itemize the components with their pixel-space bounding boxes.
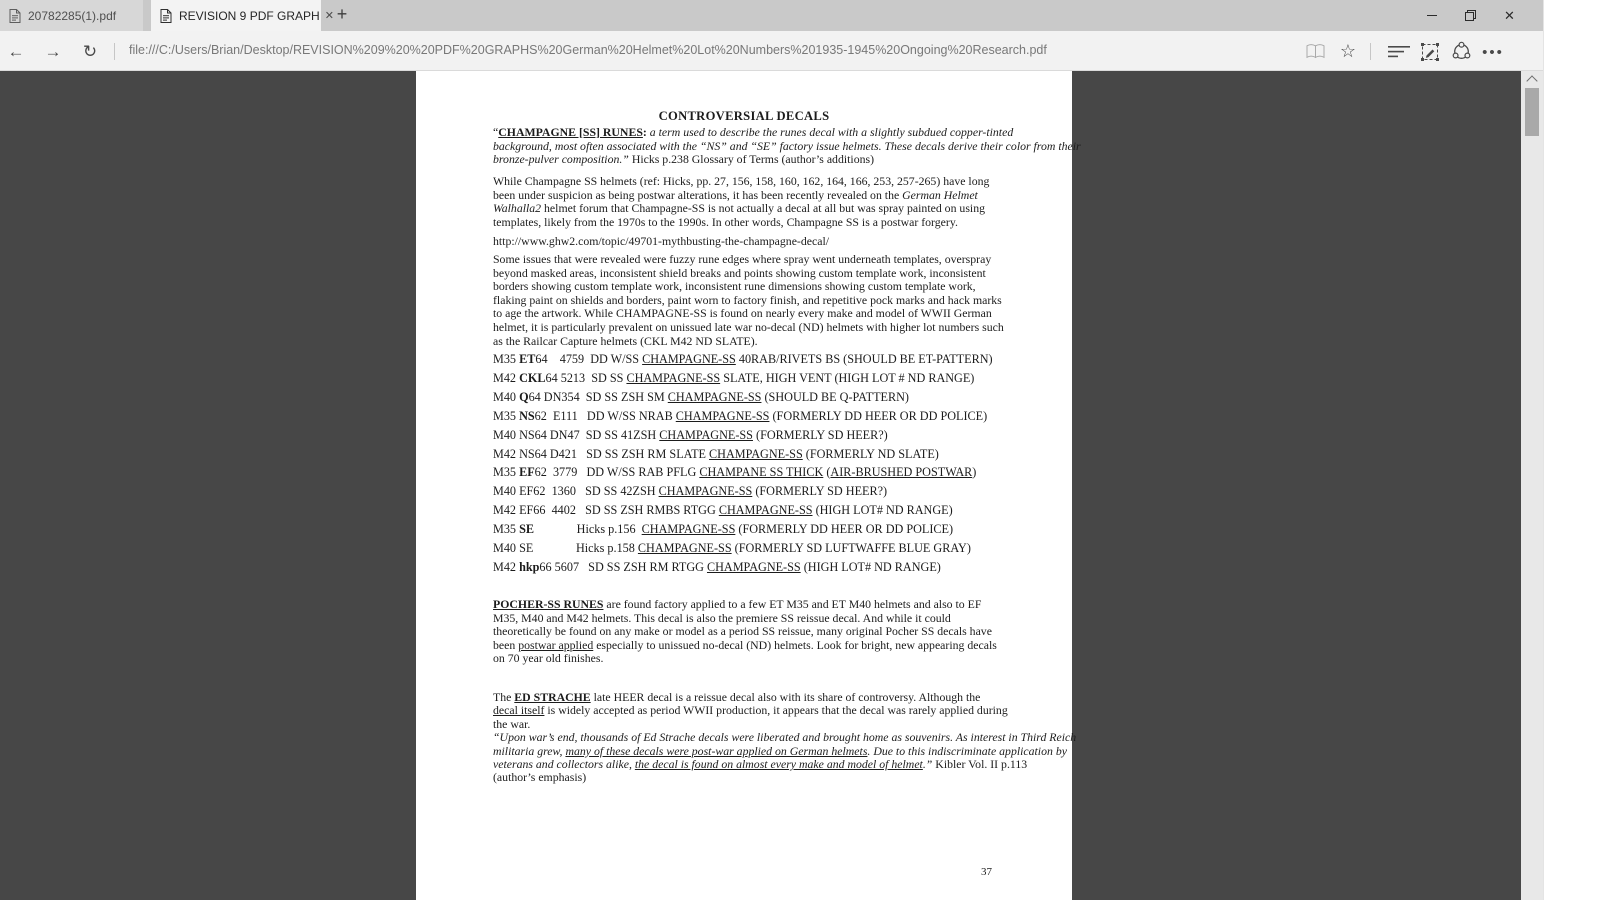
reading-view-icon[interactable] (1306, 44, 1325, 59)
window-controls (1412, 0, 1529, 31)
text-line: the war. (493, 716, 531, 731)
document-title: CONTROVERSIAL DECALS (658, 109, 830, 123)
text-line: M40 EF62 1360 SD SS 42ZSH CHAMPAGNE-SS (FORMERLY SD HEER?) (493, 484, 888, 499)
minimize-icon (1427, 15, 1437, 16)
text-line: M40 NS64 DN47 SD SS 41ZSH CHAMPAGNE-SS (FORMERLY SD HEER?) (493, 427, 888, 442)
text-line: M40 SE Hicks p.158 CHAMPAGNE-SS (FORMERLY SD LUFTWAFFE BLUE GRAY) (493, 541, 971, 556)
tab-20782285-pdf[interactable] (0, 0, 143, 31)
text-line: militaria grew, many of these decals were post-war applied on German helmets. Due to this indiscriminate application by (493, 743, 1067, 758)
pdf-file-icon (9, 9, 21, 23)
text-line: “Upon war’s end, thousands of Ed Strache decals were liberated and brought home as souvenirs. As interest in Third Reich (493, 730, 1077, 745)
text-line: (author’s emphasis) (493, 770, 587, 785)
toolbar-separator (1370, 43, 1371, 60)
text-line: borders showing custom template work, inconsistent rune dimensions showing custom template work, (493, 279, 976, 294)
pdf-page (416, 71, 1081, 900)
hub-icon[interactable] (1388, 46, 1411, 58)
close-icon: ✕ (1504, 8, 1515, 23)
paragraph-issues (493, 253, 1004, 348)
text-line: on 70 year old finishes. (493, 651, 604, 666)
pdf-viewer-background (0, 71, 1521, 900)
helmet-entry-list (493, 350, 993, 577)
browser-toolbar (0, 31, 1543, 71)
text-line: beyond masked areas, inconsistent shield breaks and points showing custom template work, inconsistent (493, 265, 986, 280)
refresh-button[interactable]: ↻ (82, 42, 98, 61)
link-line (493, 235, 829, 249)
scrollbar-thumb[interactable] (1525, 88, 1539, 136)
text-line: been under suspicion as being postwar alterations, it has been recently revealed on the German Helmet (493, 187, 978, 202)
pdf-scrollbar[interactable] (1521, 71, 1543, 900)
web-note-icon[interactable] (1421, 43, 1439, 61)
text-line: M35 SE Hicks p.156 CHAMPAGNE-SS (FORMERLY DD HEER OR DD POLICE) (493, 522, 954, 537)
pdf-file-icon (160, 9, 172, 23)
text-line: to age the artwork. While CHAMPAGNE-SS is found on nearly every make and model of WWII German (493, 306, 992, 321)
page-number: 37 (981, 866, 992, 878)
address-bar-separator (114, 43, 115, 60)
paragraph-pocher (493, 598, 997, 666)
text-line: M42 EF66 4402 SD SS ZSH RMBS RTGG CHAMPAGNE-SS (HIGH LOT# ND RANGE) (493, 503, 953, 518)
text-line: M35 ET64 4759 DD W/SS CHAMPAGNE-SS 40RAB/RIVETS BS (SHOULD BE ET-PATTERN) (493, 352, 993, 366)
text-line: flaking paint on shields and borders, paint worn to factory finish, and repetitive pock marks and hack marks (493, 292, 1002, 307)
text-line: The ED STRACHE late HEER decal is a reissue decal also with its share of controversy. Although the (493, 690, 981, 704)
text-line: http://www.ghw2.com/topic/49701-mythbusting-the-champagne-decal/ (493, 234, 830, 248)
tab-label: REVISION 9 PDF GRAPH (179, 8, 320, 23)
restore-button[interactable] (1451, 0, 1490, 31)
tab-close-icon[interactable]: ✕ (324, 10, 334, 22)
favorites-star-icon[interactable]: ☆ (1339, 40, 1357, 61)
text-line: M40 Q64 DN354 SD SS ZSH SM CHAMPAGNE-SS (SHOULD BE Q-PATTERN) (493, 389, 909, 404)
close-button[interactable] (1490, 0, 1529, 31)
text-line: decal itself is widely accepted as period WWII production, it appears that the decal was rarely applied during (493, 703, 1008, 718)
back-button[interactable]: ← (7, 42, 25, 61)
text-line: background, most often associated with the “NS” and “SE” factory issue helmets. These decals derive their color from their (493, 138, 1081, 153)
text-line: M35 EF62 3779 DD W/SS RAB PFLG CHAMPANE SS THICK (AIR-BRUSHED POSTWAR) (493, 465, 977, 480)
tab-bar (0, 0, 1543, 31)
text-line: M42 CKL64 5213 SD SS CHAMPAGNE-SS SLATE, HIGH VENT (HIGH LOT # ND RANGE) (493, 370, 975, 385)
desktop-strip (1543, 0, 1600, 900)
new-tab-button[interactable]: + (336, 4, 348, 24)
text-line: M42 hkp66 5607 SD SS ZSH RM RTGG CHAMPAGNE-SS (HIGH LOT# ND RANGE) (493, 559, 941, 574)
text-line: as the Railcar Capture helmets (CKL M42 ND SLATE). (493, 333, 758, 348)
text-line: “CHAMPAGNE [SS] RUNES: a term used to describe the runes decal with a slightly subdued copper-tinted (493, 125, 1014, 139)
scrollbar-up-arrow-icon[interactable] (1526, 75, 1537, 86)
paragraph-suspicion (493, 175, 989, 229)
text-line: theoretically be found on any make or model as a period SS reissue, many original Pocher SS decals have (493, 624, 992, 639)
paragraph-ed-strache (493, 691, 1076, 785)
restore-icon (1465, 10, 1476, 21)
text-line: M35 NS62 E111 DD W/SS NRAB CHAMPAGNE-SS (FORMERLY DD HEER OR DD POLICE) (493, 408, 988, 423)
paragraph-champagne-definition (493, 126, 1081, 167)
address-bar[interactable]: file:///C:/Users/Brian/Desktop/REVISION%209%20%20PDF%20GRAPHS%20German%20Helmet%20Lot%20Numbers%201935-1945%20Ongoing%20Research.pdf (129, 43, 1047, 57)
text-line: Walhalla2 helmet forum that Champagne-SS is not actually a decal at all but was spray painted on using (493, 201, 985, 216)
forward-button[interactable]: → (44, 42, 62, 61)
text-line: templates, likely from the 1970s to the 1990s. In other words, Champagne SS is a postwar forgery. (493, 214, 958, 229)
text-line: been postwar applied especially to unissued no-decal (ND) helmets. Look for bright, new appearing decals (493, 637, 997, 652)
text-line: M35, M40 and M42 helmets. This decal is also the premiere SS reissue decal. And while it could (493, 610, 951, 625)
text-line: veterans and collectors alike, the decal is found on almost every make and model of helmet.” Kibler Vol. II p.113 (493, 757, 1028, 772)
settings-ellipsis-icon[interactable]: ••• (1482, 43, 1504, 61)
tab-revision-9-pdf[interactable] (151, 0, 334, 31)
share-icon[interactable] (1452, 42, 1471, 61)
text-line: While Champagne SS helmets (ref: Hicks, pp. 27, 156, 158, 160, 162, 164, 166, 253, 257-265) have long (493, 174, 990, 188)
tab-label: 20782285(1).pdf (28, 8, 117, 23)
text-line: bronze-pulver composition.” Hicks p.238 Glossary of Terms (author’s additions) (493, 152, 875, 167)
minimize-button[interactable] (1412, 0, 1451, 31)
text-line: helmet, it is particularly prevalent on unissued late war no-decal (ND) helmets with higher lot numbers such (493, 319, 1004, 334)
text-line: POCHER-SS RUNES are found factory applied to a few ET M35 and ET M40 helmets and also to EF (493, 597, 982, 611)
text-line: Some issues that were revealed were fuzzy rune edges where spray went underneath templates, overspray (493, 252, 992, 266)
text-line: M42 NS64 D421 SD SS ZSH RM SLATE CHAMPAGNE-SS (FORMERLY ND SLATE) (493, 446, 939, 461)
